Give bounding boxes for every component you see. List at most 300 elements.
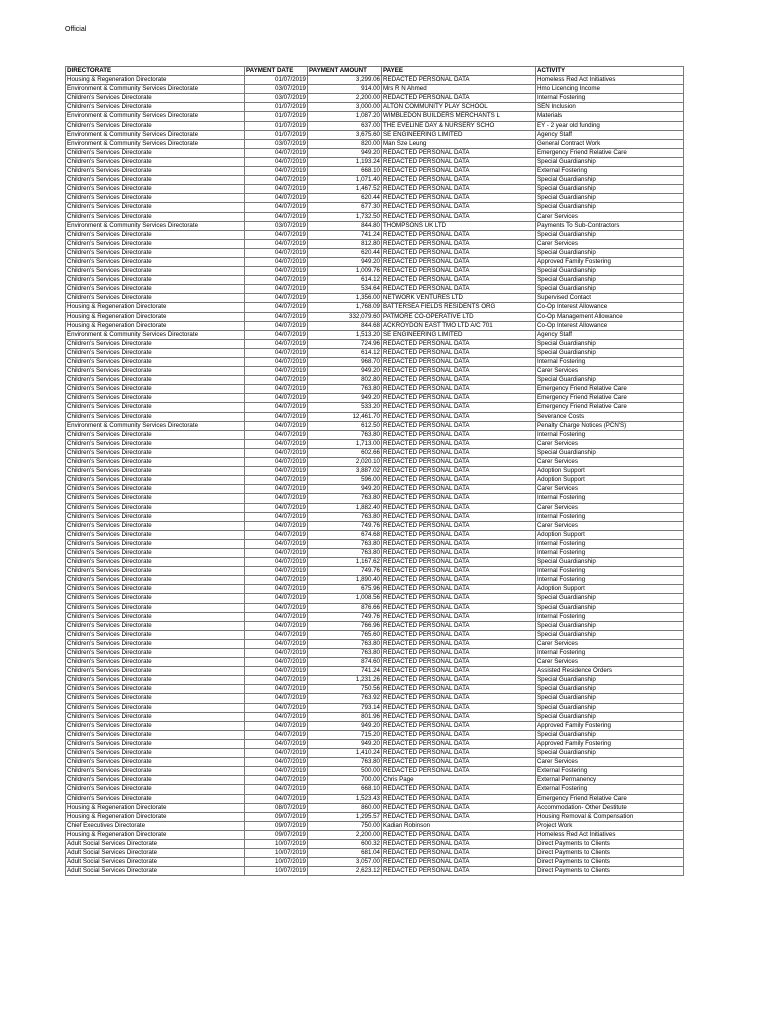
payment-amount-cell: 1,410.24: [308, 749, 382, 758]
table-row: [66, 203, 684, 212]
payee-cell: REDACTED PERSONAL DATA: [382, 767, 536, 776]
payee-cell: PATMORE CO-OPERATIVE LTD: [382, 312, 536, 321]
directorate-cell: Children's Services Directorate: [66, 448, 245, 457]
activity-cell: Special Guardianship: [536, 448, 684, 457]
activity-cell: Special Guardianship: [536, 230, 684, 239]
col-header-payment-amount: PAYMENT AMOUNT: [308, 67, 382, 76]
directorate-cell: Children's Services Directorate: [66, 776, 245, 785]
payment-amount-cell: 763.80: [308, 512, 382, 521]
activity-cell: SEN Inclusion: [536, 103, 684, 112]
activity-cell: Emergency Friend Relative Care: [536, 794, 684, 803]
directorate-cell: Children's Services Directorate: [66, 630, 245, 639]
table-row: [66, 148, 684, 157]
table-row: [66, 585, 684, 594]
payment-amount-cell: 3,675.60: [308, 130, 382, 139]
table-row: [66, 685, 684, 694]
table-row: [66, 512, 684, 521]
directorate-cell: Children's Services Directorate: [66, 148, 245, 157]
activity-cell: Carer Services: [536, 439, 684, 448]
payment-date-cell: 04/07/2019: [245, 567, 308, 576]
activity-cell: Payments To Sub-Contractors: [536, 221, 684, 230]
payee-cell: REDACTED PERSONAL DATA: [382, 94, 536, 103]
payment-date-cell: 04/07/2019: [245, 539, 308, 548]
table-row: [66, 312, 684, 321]
directorate-cell: Adult Social Services Directorate: [66, 858, 245, 867]
payment-date-cell: 04/07/2019: [245, 348, 308, 357]
payee-cell: REDACTED PERSONAL DATA: [382, 812, 536, 821]
payment-amount-cell: 1,356.00: [308, 294, 382, 303]
payment-amount-cell: 763.80: [308, 548, 382, 557]
payment-date-cell: 04/07/2019: [245, 148, 308, 157]
activity-cell: Special Guardianship: [536, 712, 684, 721]
activity-cell: Materials: [536, 112, 684, 121]
payee-cell: REDACTED PERSONAL DATA: [382, 685, 536, 694]
payee-cell: REDACTED PERSONAL DATA: [382, 612, 536, 621]
table-row: [66, 812, 684, 821]
payment-amount-cell: 1,523.43: [308, 794, 382, 803]
payment-amount-cell: 949.20: [308, 367, 382, 376]
payment-amount-cell: 620.44: [308, 194, 382, 203]
activity-cell: Carer Services: [536, 212, 684, 221]
activity-cell: Emergency Friend Relative Care: [536, 385, 684, 394]
activity-cell: Co-Op Interest Allowance: [536, 321, 684, 330]
payment-amount-cell: 812.80: [308, 239, 382, 248]
payment-amount-cell: 681.04: [308, 849, 382, 858]
activity-cell: Agency Staff: [536, 330, 684, 339]
payee-cell: REDACTED PERSONAL DATA: [382, 430, 536, 439]
payment-date-cell: 04/07/2019: [245, 203, 308, 212]
directorate-cell: Children's Services Directorate: [66, 730, 245, 739]
activity-cell: Internal Fostering: [536, 576, 684, 585]
directorate-cell: Children's Services Directorate: [66, 385, 245, 394]
payee-cell: REDACTED PERSONAL DATA: [382, 76, 536, 85]
activity-cell: Carer Services: [536, 521, 684, 530]
table-row: [66, 694, 684, 703]
table-row: [66, 639, 684, 648]
table-row: [66, 112, 684, 121]
table-row: [66, 794, 684, 803]
directorate-cell: Children's Services Directorate: [66, 157, 245, 166]
payment-date-cell: 04/07/2019: [245, 312, 308, 321]
payee-cell: REDACTED PERSONAL DATA: [382, 385, 536, 394]
payment-amount-cell: 1,768.09: [308, 303, 382, 312]
activity-cell: Internal Fostering: [536, 548, 684, 557]
payment-amount-cell: 668.10: [308, 167, 382, 176]
payee-cell: REDACTED PERSONAL DATA: [382, 439, 536, 448]
payment-amount-cell: 614.12: [308, 276, 382, 285]
payment-amount-cell: 820.00: [308, 139, 382, 148]
payment-amount-cell: 763.80: [308, 494, 382, 503]
directorate-cell: Children's Services Directorate: [66, 239, 245, 248]
table-row: [66, 358, 684, 367]
payment-date-cell: 04/07/2019: [245, 330, 308, 339]
payee-cell: REDACTED PERSONAL DATA: [382, 676, 536, 685]
table-row: [66, 321, 684, 330]
payment-amount-cell: 765.60: [308, 630, 382, 639]
payment-amount-cell: 1,882.40: [308, 503, 382, 512]
activity-cell: Special Guardianship: [536, 703, 684, 712]
directorate-cell: Environment & Community Services Directorate: [66, 421, 245, 430]
table-row: [66, 239, 684, 248]
payment-date-cell: 04/07/2019: [245, 285, 308, 294]
table-row: [66, 703, 684, 712]
payment-date-cell: 04/07/2019: [245, 576, 308, 585]
activity-cell: Approved Family Fostering: [536, 739, 684, 748]
activity-cell: Emergency Friend Relative Care: [536, 394, 684, 403]
directorate-cell: Housing & Regeneration Directorate: [66, 321, 245, 330]
payee-cell: REDACTED PERSONAL DATA: [382, 448, 536, 457]
payee-cell: REDACTED PERSONAL DATA: [382, 694, 536, 703]
payee-cell: SE ENGINEERING LIMITED: [382, 330, 536, 339]
table-row: [66, 430, 684, 439]
directorate-cell: Children's Services Directorate: [66, 594, 245, 603]
payment-amount-cell: 332,079.60: [308, 312, 382, 321]
payment-date-cell: 10/07/2019: [245, 858, 308, 867]
payment-date-cell: 04/07/2019: [245, 512, 308, 521]
directorate-cell: Chief Executives Directorate: [66, 821, 245, 830]
directorate-cell: Children's Services Directorate: [66, 376, 245, 385]
payment-date-cell: 04/07/2019: [245, 749, 308, 758]
activity-cell: Carer Services: [536, 367, 684, 376]
activity-cell: External Fostering: [536, 785, 684, 794]
directorate-cell: Children's Services Directorate: [66, 703, 245, 712]
table-row: [66, 185, 684, 194]
activity-cell: Special Guardianship: [536, 685, 684, 694]
directorate-cell: Children's Services Directorate: [66, 430, 245, 439]
directorate-cell: Environment & Community Services Directorate: [66, 139, 245, 148]
table-row: [66, 839, 684, 848]
header-row: [66, 67, 684, 76]
payment-amount-cell: 602.66: [308, 448, 382, 457]
activity-cell: Direct Payments to Clients: [536, 849, 684, 858]
directorate-cell: Children's Services Directorate: [66, 694, 245, 703]
directorate-cell: Children's Services Directorate: [66, 230, 245, 239]
table-row: [66, 767, 684, 776]
directorate-cell: Housing & Regeneration Directorate: [66, 812, 245, 821]
payment-date-cell: 01/07/2019: [245, 112, 308, 121]
payment-date-cell: 04/07/2019: [245, 703, 308, 712]
payment-date-cell: 04/07/2019: [245, 185, 308, 194]
payee-cell: REDACTED PERSONAL DATA: [382, 503, 536, 512]
payment-date-cell: 04/07/2019: [245, 294, 308, 303]
payee-cell: REDACTED PERSONAL DATA: [382, 603, 536, 612]
payment-date-cell: 04/07/2019: [245, 639, 308, 648]
table-row: [66, 230, 684, 239]
directorate-cell: Housing & Regeneration Directorate: [66, 803, 245, 812]
payment-amount-cell: 766.96: [308, 621, 382, 630]
payee-cell: REDACTED PERSONAL DATA: [382, 730, 536, 739]
payee-cell: REDACTED PERSONAL DATA: [382, 339, 536, 348]
payment-date-cell: 04/07/2019: [245, 521, 308, 530]
table-row: [66, 248, 684, 257]
payment-amount-cell: 763.80: [308, 758, 382, 767]
table-row: [66, 167, 684, 176]
payment-date-cell: 04/07/2019: [245, 594, 308, 603]
col-header-payee: PAYEE: [382, 67, 536, 76]
payment-date-cell: 04/07/2019: [245, 649, 308, 658]
payment-amount-cell: 1,713.00: [308, 439, 382, 448]
payment-amount-cell: 715.20: [308, 730, 382, 739]
payment-amount-cell: 860.00: [308, 803, 382, 812]
payment-date-cell: 04/07/2019: [245, 476, 308, 485]
directorate-cell: Children's Services Directorate: [66, 412, 245, 421]
table-row: [66, 367, 684, 376]
payee-cell: REDACTED PERSONAL DATA: [382, 803, 536, 812]
activity-cell: Special Guardianship: [536, 276, 684, 285]
payee-cell: REDACTED PERSONAL DATA: [382, 257, 536, 266]
activity-cell: Special Guardianship: [536, 694, 684, 703]
directorate-cell: Children's Services Directorate: [66, 476, 245, 485]
directorate-cell: Children's Services Directorate: [66, 567, 245, 576]
table-row: [66, 830, 684, 839]
directorate-cell: Children's Services Directorate: [66, 394, 245, 403]
table-row: [66, 403, 684, 412]
payment-date-cell: 04/07/2019: [245, 394, 308, 403]
activity-cell: Internal Fostering: [536, 358, 684, 367]
directorate-cell: Children's Services Directorate: [66, 539, 245, 548]
payment-amount-cell: 741.24: [308, 667, 382, 676]
payment-amount-cell: 3,887.02: [308, 467, 382, 476]
table-row: [66, 730, 684, 739]
payment-date-cell: 01/07/2019: [245, 121, 308, 130]
payee-cell: REDACTED PERSONAL DATA: [382, 794, 536, 803]
payment-date-cell: 03/07/2019: [245, 85, 308, 94]
payment-date-cell: 04/07/2019: [245, 612, 308, 621]
directorate-cell: Children's Services Directorate: [66, 576, 245, 585]
payment-amount-cell: 949.20: [308, 148, 382, 157]
payment-date-cell: 04/07/2019: [245, 358, 308, 367]
payee-cell: REDACTED PERSONAL DATA: [382, 558, 536, 567]
directorate-cell: Adult Social Services Directorate: [66, 849, 245, 858]
activity-cell: Homeless Red Act Initiatives: [536, 830, 684, 839]
activity-cell: Carer Services: [536, 503, 684, 512]
payment-amount-cell: 668.10: [308, 785, 382, 794]
payment-amount-cell: 3,000.00: [308, 103, 382, 112]
payment-date-cell: 04/07/2019: [245, 685, 308, 694]
table-row: [66, 594, 684, 603]
payee-cell: THE EVELINE DAY & NURSERY SCHO: [382, 121, 536, 130]
payee-cell: REDACTED PERSONAL DATA: [382, 267, 536, 276]
table-row: [66, 539, 684, 548]
payee-cell: ACKROYDON EAST TMO LTD A/C 701: [382, 321, 536, 330]
payee-cell: Mrs R N Ahmed: [382, 85, 536, 94]
table-row: [66, 303, 684, 312]
activity-cell: Hmo Licencing Income: [536, 85, 684, 94]
table-row: [66, 394, 684, 403]
payment-date-cell: 04/07/2019: [245, 694, 308, 703]
payment-amount-cell: 1,295.57: [308, 812, 382, 821]
table-row: [66, 612, 684, 621]
payee-cell: REDACTED PERSONAL DATA: [382, 485, 536, 494]
directorate-cell: Children's Services Directorate: [66, 721, 245, 730]
payment-date-cell: 04/07/2019: [245, 321, 308, 330]
payment-amount-cell: 724.96: [308, 339, 382, 348]
table-row: [66, 476, 684, 485]
table-row: [66, 667, 684, 676]
payment-amount-cell: 1,513.20: [308, 330, 382, 339]
activity-cell: Adoption Support: [536, 467, 684, 476]
payment-amount-cell: 500.00: [308, 767, 382, 776]
activity-cell: Internal Fostering: [536, 539, 684, 548]
payment-date-cell: 04/07/2019: [245, 785, 308, 794]
table-row: [66, 821, 684, 830]
payment-amount-cell: 741.24: [308, 230, 382, 239]
directorate-cell: Housing & Regeneration Directorate: [66, 76, 245, 85]
directorate-cell: Children's Services Directorate: [66, 248, 245, 257]
payee-cell: REDACTED PERSONAL DATA: [382, 630, 536, 639]
payee-cell: BATTERSEA FIELDS RESIDENTS ORG: [382, 303, 536, 312]
payment-amount-cell: 620.44: [308, 248, 382, 257]
payee-cell: REDACTED PERSONAL DATA: [382, 594, 536, 603]
payment-date-cell: 04/07/2019: [245, 603, 308, 612]
directorate-cell: Environment & Community Services Directorate: [66, 85, 245, 94]
table-row: [66, 458, 684, 467]
payment-amount-cell: 614.12: [308, 348, 382, 357]
payment-amount-cell: 637.00: [308, 121, 382, 130]
directorate-cell: Children's Services Directorate: [66, 712, 245, 721]
payee-cell: REDACTED PERSONAL DATA: [382, 639, 536, 648]
payment-date-cell: 04/07/2019: [245, 385, 308, 394]
table-row: [66, 121, 684, 130]
payment-amount-cell: 844.80: [308, 221, 382, 230]
payee-cell: REDACTED PERSONAL DATA: [382, 512, 536, 521]
payee-cell: REDACTED PERSONAL DATA: [382, 567, 536, 576]
directorate-cell: Children's Services Directorate: [66, 739, 245, 748]
directorate-cell: Adult Social Services Directorate: [66, 867, 245, 876]
payment-amount-cell: 949.20: [308, 394, 382, 403]
payment-date-cell: 04/07/2019: [245, 667, 308, 676]
table-row: [66, 85, 684, 94]
table-row: [66, 212, 684, 221]
payee-cell: REDACTED PERSONAL DATA: [382, 367, 536, 376]
payment-amount-cell: 802.80: [308, 376, 382, 385]
table-row: [66, 530, 684, 539]
payment-date-cell: 04/07/2019: [245, 403, 308, 412]
payee-cell: REDACTED PERSONAL DATA: [382, 785, 536, 794]
payee-cell: REDACTED PERSONAL DATA: [382, 203, 536, 212]
table-row: [66, 385, 684, 394]
directorate-cell: Children's Services Directorate: [66, 639, 245, 648]
payment-date-cell: 04/07/2019: [245, 421, 308, 430]
payment-date-cell: 10/07/2019: [245, 839, 308, 848]
table-row: [66, 267, 684, 276]
payment-amount-cell: 793.14: [308, 703, 382, 712]
payment-date-cell: 04/07/2019: [245, 339, 308, 348]
directorate-cell: Housing & Regeneration Directorate: [66, 303, 245, 312]
activity-cell: Special Guardianship: [536, 285, 684, 294]
payment-date-cell: 10/07/2019: [245, 849, 308, 858]
payee-cell: REDACTED PERSONAL DATA: [382, 658, 536, 667]
payment-amount-cell: 763.92: [308, 694, 382, 703]
directorate-cell: Children's Services Directorate: [66, 494, 245, 503]
payment-date-cell: 04/07/2019: [245, 794, 308, 803]
directorate-cell: Children's Services Directorate: [66, 521, 245, 530]
payment-amount-cell: 763.80: [308, 430, 382, 439]
payment-date-cell: 03/07/2019: [245, 94, 308, 103]
directorate-cell: Children's Services Directorate: [66, 212, 245, 221]
activity-cell: Special Guardianship: [536, 176, 684, 185]
payee-cell: REDACTED PERSONAL DATA: [382, 548, 536, 557]
payee-cell: REDACTED PERSONAL DATA: [382, 867, 536, 876]
payee-cell: REDACTED PERSONAL DATA: [382, 376, 536, 385]
activity-cell: Special Guardianship: [536, 194, 684, 203]
activity-cell: Special Guardianship: [536, 267, 684, 276]
directorate-cell: Children's Services Directorate: [66, 194, 245, 203]
activity-cell: Special Guardianship: [536, 203, 684, 212]
payment-date-cell: 04/07/2019: [245, 376, 308, 385]
payment-amount-cell: 874.60: [308, 658, 382, 667]
directorate-cell: Environment & Community Services Directorate: [66, 221, 245, 230]
directorate-cell: Children's Services Directorate: [66, 94, 245, 103]
directorate-cell: Children's Services Directorate: [66, 658, 245, 667]
table-row: [66, 76, 684, 85]
table-row: [66, 103, 684, 112]
activity-cell: Adoption Support: [536, 530, 684, 539]
payment-date-cell: 09/07/2019: [245, 812, 308, 821]
activity-cell: Special Guardianship: [536, 376, 684, 385]
table-row: [66, 448, 684, 457]
activity-cell: Internal Fostering: [536, 512, 684, 521]
table-row: [66, 576, 684, 585]
activity-cell: Severance Costs: [536, 412, 684, 421]
payment-date-cell: 04/07/2019: [245, 630, 308, 639]
payment-date-cell: 04/07/2019: [245, 721, 308, 730]
activity-cell: Agency Staff: [536, 130, 684, 139]
payment-amount-cell: 2,200.00: [308, 94, 382, 103]
table-row: [66, 849, 684, 858]
activity-cell: Carer Services: [536, 239, 684, 248]
activity-cell: Direct Payments to Clients: [536, 839, 684, 848]
directorate-cell: Children's Services Directorate: [66, 285, 245, 294]
payment-date-cell: 01/07/2019: [245, 103, 308, 112]
activity-cell: Carer Services: [536, 639, 684, 648]
activity-cell: Adoption Support: [536, 585, 684, 594]
payee-cell: SE ENGINEERING LIMITED: [382, 130, 536, 139]
payee-cell: REDACTED PERSONAL DATA: [382, 239, 536, 248]
payee-cell: REDACTED PERSONAL DATA: [382, 403, 536, 412]
payment-date-cell: 04/07/2019: [245, 503, 308, 512]
payee-cell: REDACTED PERSONAL DATA: [382, 758, 536, 767]
directorate-cell: Children's Services Directorate: [66, 276, 245, 285]
payment-amount-cell: 749.76: [308, 521, 382, 530]
table-row: [66, 176, 684, 185]
payment-amount-cell: 763.80: [308, 639, 382, 648]
payment-amount-cell: 949.20: [308, 257, 382, 266]
activity-cell: Emergency Friend Relative Care: [536, 403, 684, 412]
activity-cell: Carer Services: [536, 658, 684, 667]
payee-cell: THOMPSONS UK LTD: [382, 221, 536, 230]
payment-date-cell: 04/07/2019: [245, 303, 308, 312]
payee-cell: REDACTED PERSONAL DATA: [382, 830, 536, 839]
payment-amount-cell: 1,231.26: [308, 676, 382, 685]
table-row: [66, 630, 684, 639]
activity-cell: Special Guardianship: [536, 676, 684, 685]
table-row: [66, 348, 684, 357]
payment-date-cell: 04/07/2019: [245, 257, 308, 266]
table-row: [66, 439, 684, 448]
table-row: [66, 758, 684, 767]
table-row: [66, 376, 684, 385]
activity-cell: Special Guardianship: [536, 749, 684, 758]
table-row: [66, 94, 684, 103]
payee-cell: REDACTED PERSONAL DATA: [382, 739, 536, 748]
directorate-cell: Children's Services Directorate: [66, 267, 245, 276]
activity-cell: External Fostering: [536, 767, 684, 776]
directorate-cell: Children's Services Directorate: [66, 121, 245, 130]
payment-date-cell: 04/07/2019: [245, 739, 308, 748]
table-row: [66, 558, 684, 567]
table-row: [66, 339, 684, 348]
